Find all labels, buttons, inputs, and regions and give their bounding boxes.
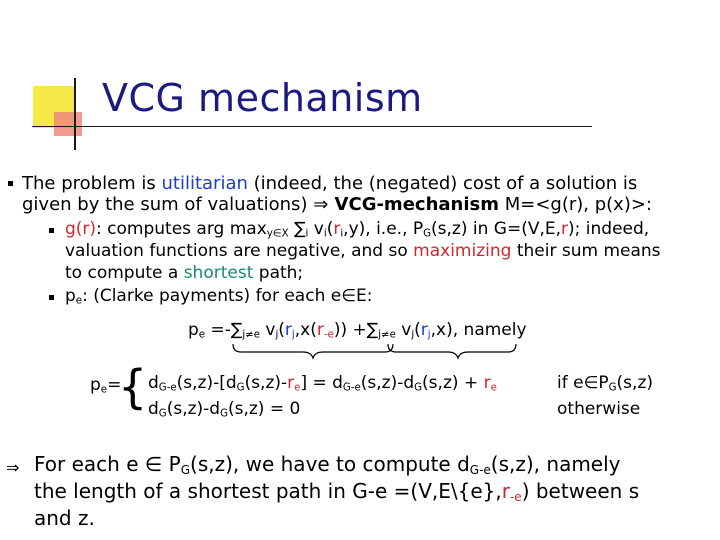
conclusion-line1: For each e ∈ $P_G(s,z)$, we have to compute $d_{G-e}(s,z)$, namely (34, 452, 621, 477)
main-bullet-line1: The problem is utilitarian (indeed, the (negated) cost of a solution is (22, 173, 638, 194)
case-row1: $d_{G-e}(s,z)-[d_G(s,z)-r_e] = d_{G-e}(s,z)-d_G(s,z) + r_e$ (148, 373, 497, 394)
main-bullet-line2: given by the sum of valuations) ⇒ VCG-mechanism M=<g(r), p(x)>: (22, 194, 652, 215)
sub-bullet-p-line: $p_e$: (Clarke payments) for each e∈E: (65, 286, 373, 307)
underbrace-left (233, 344, 393, 358)
sub-bullet-g-line1: g(r): computes arg $\max_{y\in X} \sum_i$ $v_i(r_i,y)$, i.e., $P_G(s,z)$ in G=(V,E,r); indeed, (65, 219, 650, 240)
case-row1-condition: if $e\in P_G(s,z)$ (557, 373, 653, 394)
underbrace-right (388, 344, 516, 358)
case-lhs: $p_e=$ (90, 375, 122, 396)
slide-title: VCG mechanism (102, 76, 423, 120)
case-brace: { (118, 360, 148, 414)
sub-bullet-g-line3: to compute a shortest path; (65, 263, 304, 283)
implies-arrow-icon: ⇒ (6, 458, 20, 477)
conclusion-line3: and z. (34, 506, 95, 530)
case-row2: $d_G(s,z)-d_G(s,z) = 0$ (148, 399, 301, 420)
conclusion-line2: the length of a shortest path in $G-e =(V,E\backslash\{e\},r_{-e})$ between s (34, 479, 640, 504)
case-row2-condition: otherwise (557, 399, 641, 419)
sub-bullet-g-line2: valuation functions are negative, and so maximizing their sum means (65, 241, 661, 261)
clarke-payment-formula: $p_e =-\sum_{j\ne e}$ $v_j(r_j,x(r_{-e})) +\sum_{j\ne e}$ $v_j(r_j,x)$, namely (188, 320, 527, 341)
